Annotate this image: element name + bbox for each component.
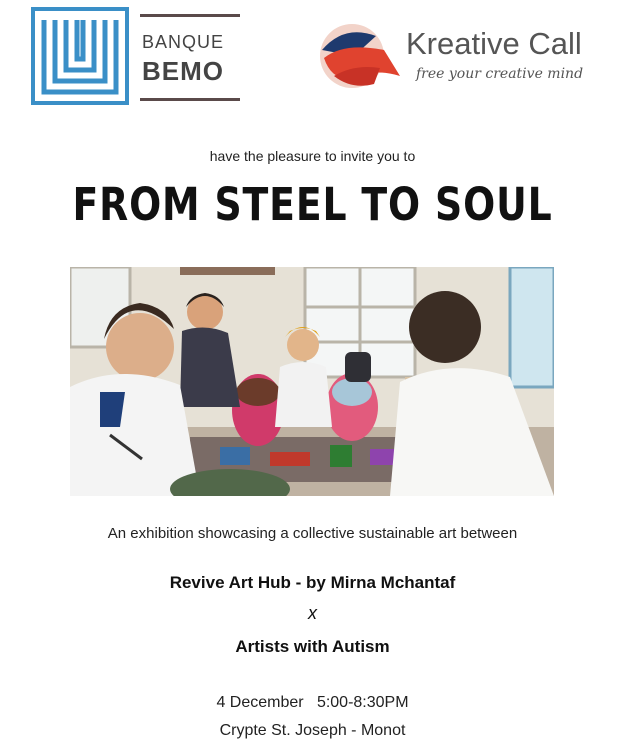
- kreative-call-tagline: free your creative mind: [416, 66, 584, 82]
- exhibition-title: FROM STEEL TO SOUL: [72, 178, 553, 231]
- collaboration-separator: x: [308, 603, 317, 623]
- bemo-wordmark-line2: BEMO: [142, 56, 224, 86]
- bemo-wordmark-line1: BANQUE: [142, 32, 225, 52]
- partner-two: Artists with Autism: [235, 637, 390, 656]
- workshop-photo: [70, 267, 554, 496]
- kreative-call-logo: [314, 20, 614, 92]
- bemo-divider-top: [140, 14, 240, 17]
- workshop-photo-illustration: [70, 267, 554, 496]
- bemo-maze-icon: [30, 6, 130, 106]
- invitation-intro: have the pleasure to invite you to: [209, 148, 416, 164]
- exhibition-description: An exhibition showcasing a collective sustainable art between: [107, 525, 518, 542]
- event-venue: Crypte St. Joseph - Monot: [219, 722, 406, 739]
- event-time: 5:00-8:30PM: [316, 694, 409, 711]
- banque-bemo-logo: [30, 6, 242, 108]
- kreative-call-wordmark: Kreative Call: [406, 26, 582, 61]
- bemo-divider-bottom: [140, 98, 240, 101]
- partner-one: Revive Art Hub - by Mirna Mchantaf: [169, 573, 456, 592]
- kreative-call-emblem-icon: [314, 20, 402, 92]
- event-date: 4 December: [216, 694, 304, 711]
- event-date-time: [0, 694, 625, 712]
